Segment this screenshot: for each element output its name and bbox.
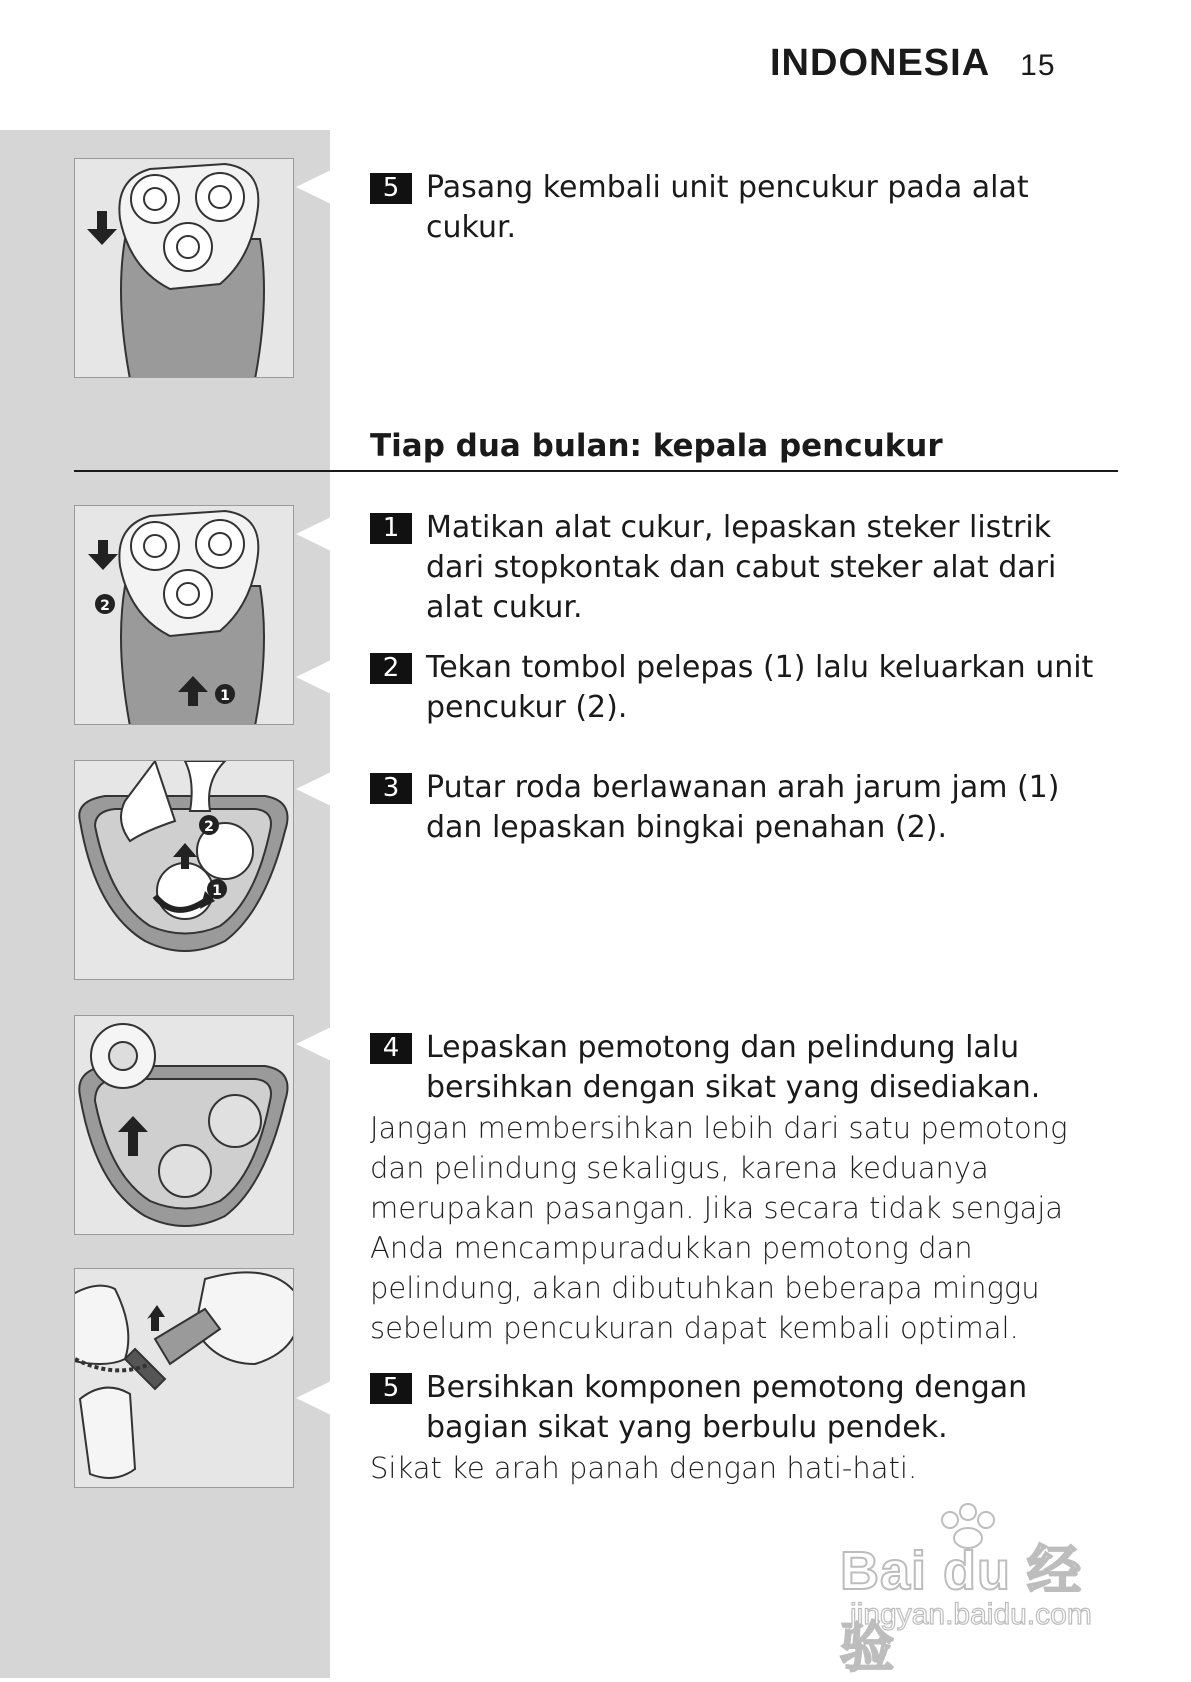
watermark-sub: jingyan.baidu.com (850, 1598, 1092, 1631)
step-5 (370, 1368, 1120, 1448)
marker-two: 2 (100, 598, 110, 614)
illustration-retaining-frame (74, 760, 294, 980)
step-text: Lepaskan pemotong dan pelindung lalu bersihkan dengan sikat yang disediakan. (426, 1030, 1041, 1105)
step-text: Matikan alat cukur, lepaskan steker listrik dari stopkontak dan cabut steker alat dari alat cukur. (426, 510, 1057, 625)
sidebar-notch (296, 170, 331, 204)
watermark (840, 1500, 1130, 1678)
step-reattach (370, 168, 1120, 248)
step-4 (370, 1028, 1120, 1108)
section-divider (74, 470, 1118, 472)
sidebar-notch (296, 772, 331, 806)
step-text: Tekan tombol pelepas (1) lalu keluarkan unit pencukur (2). (426, 650, 1094, 725)
illustration-reattach-shaving-unit (74, 158, 294, 378)
marker-one: 1 (220, 688, 230, 704)
step-number-badge: 5 (370, 1373, 412, 1404)
step-text: Pasang kembali unit pencukur pada alat cukur. (426, 170, 1029, 245)
step-2 (370, 648, 1120, 728)
illustration-brush-cutter (74, 1268, 294, 1488)
step-1 (370, 508, 1120, 628)
section-title: Tiap dua bulan: kepala pencukur (370, 428, 943, 464)
step-4-note: Jangan membersihkan lebih dari satu pemotong dan pelindung sekaligus, karena keduanya merupakan pasangan. Jika secara tidak sengaja Anda mencampuradukkan pemotong dan pelindung, akan dibutuhkan beberapa minggu sebelum pencukuran dapat kembali optimal. (370, 1111, 1068, 1345)
step-number-badge: 4 (370, 1033, 412, 1064)
step-5-note: Sikat ke arah panah dengan hati-hati. (370, 1451, 918, 1485)
marker-two: 2 (204, 819, 214, 835)
sidebar-notch (296, 660, 331, 694)
step-text: Putar roda berlawanan arah jarum jam (1) dan lepaskan bingkai penahan (2). (426, 770, 1060, 845)
illustration-remove-cutter (74, 1015, 294, 1235)
language-label: INDONESIA (770, 42, 991, 84)
step-number-badge: 1 (370, 513, 412, 544)
illustration-release-button (74, 505, 294, 725)
watermark-main: Bai du 经验 (840, 1541, 1083, 1678)
page-header (770, 42, 1056, 85)
step-number-badge: 5 (370, 173, 412, 204)
sidebar-notch (296, 517, 331, 551)
page-number: 15 (1020, 49, 1056, 82)
sidebar-notch (296, 1381, 331, 1415)
step-text: Bersihkan komponen pemotong dengan bagian sikat yang berbulu pendek. (426, 1370, 1028, 1445)
step-number-badge: 2 (370, 653, 412, 684)
step-3 (370, 768, 1120, 848)
sidebar-notch (296, 1027, 331, 1061)
step-number-badge: 3 (370, 773, 412, 804)
marker-one: 1 (212, 883, 222, 899)
